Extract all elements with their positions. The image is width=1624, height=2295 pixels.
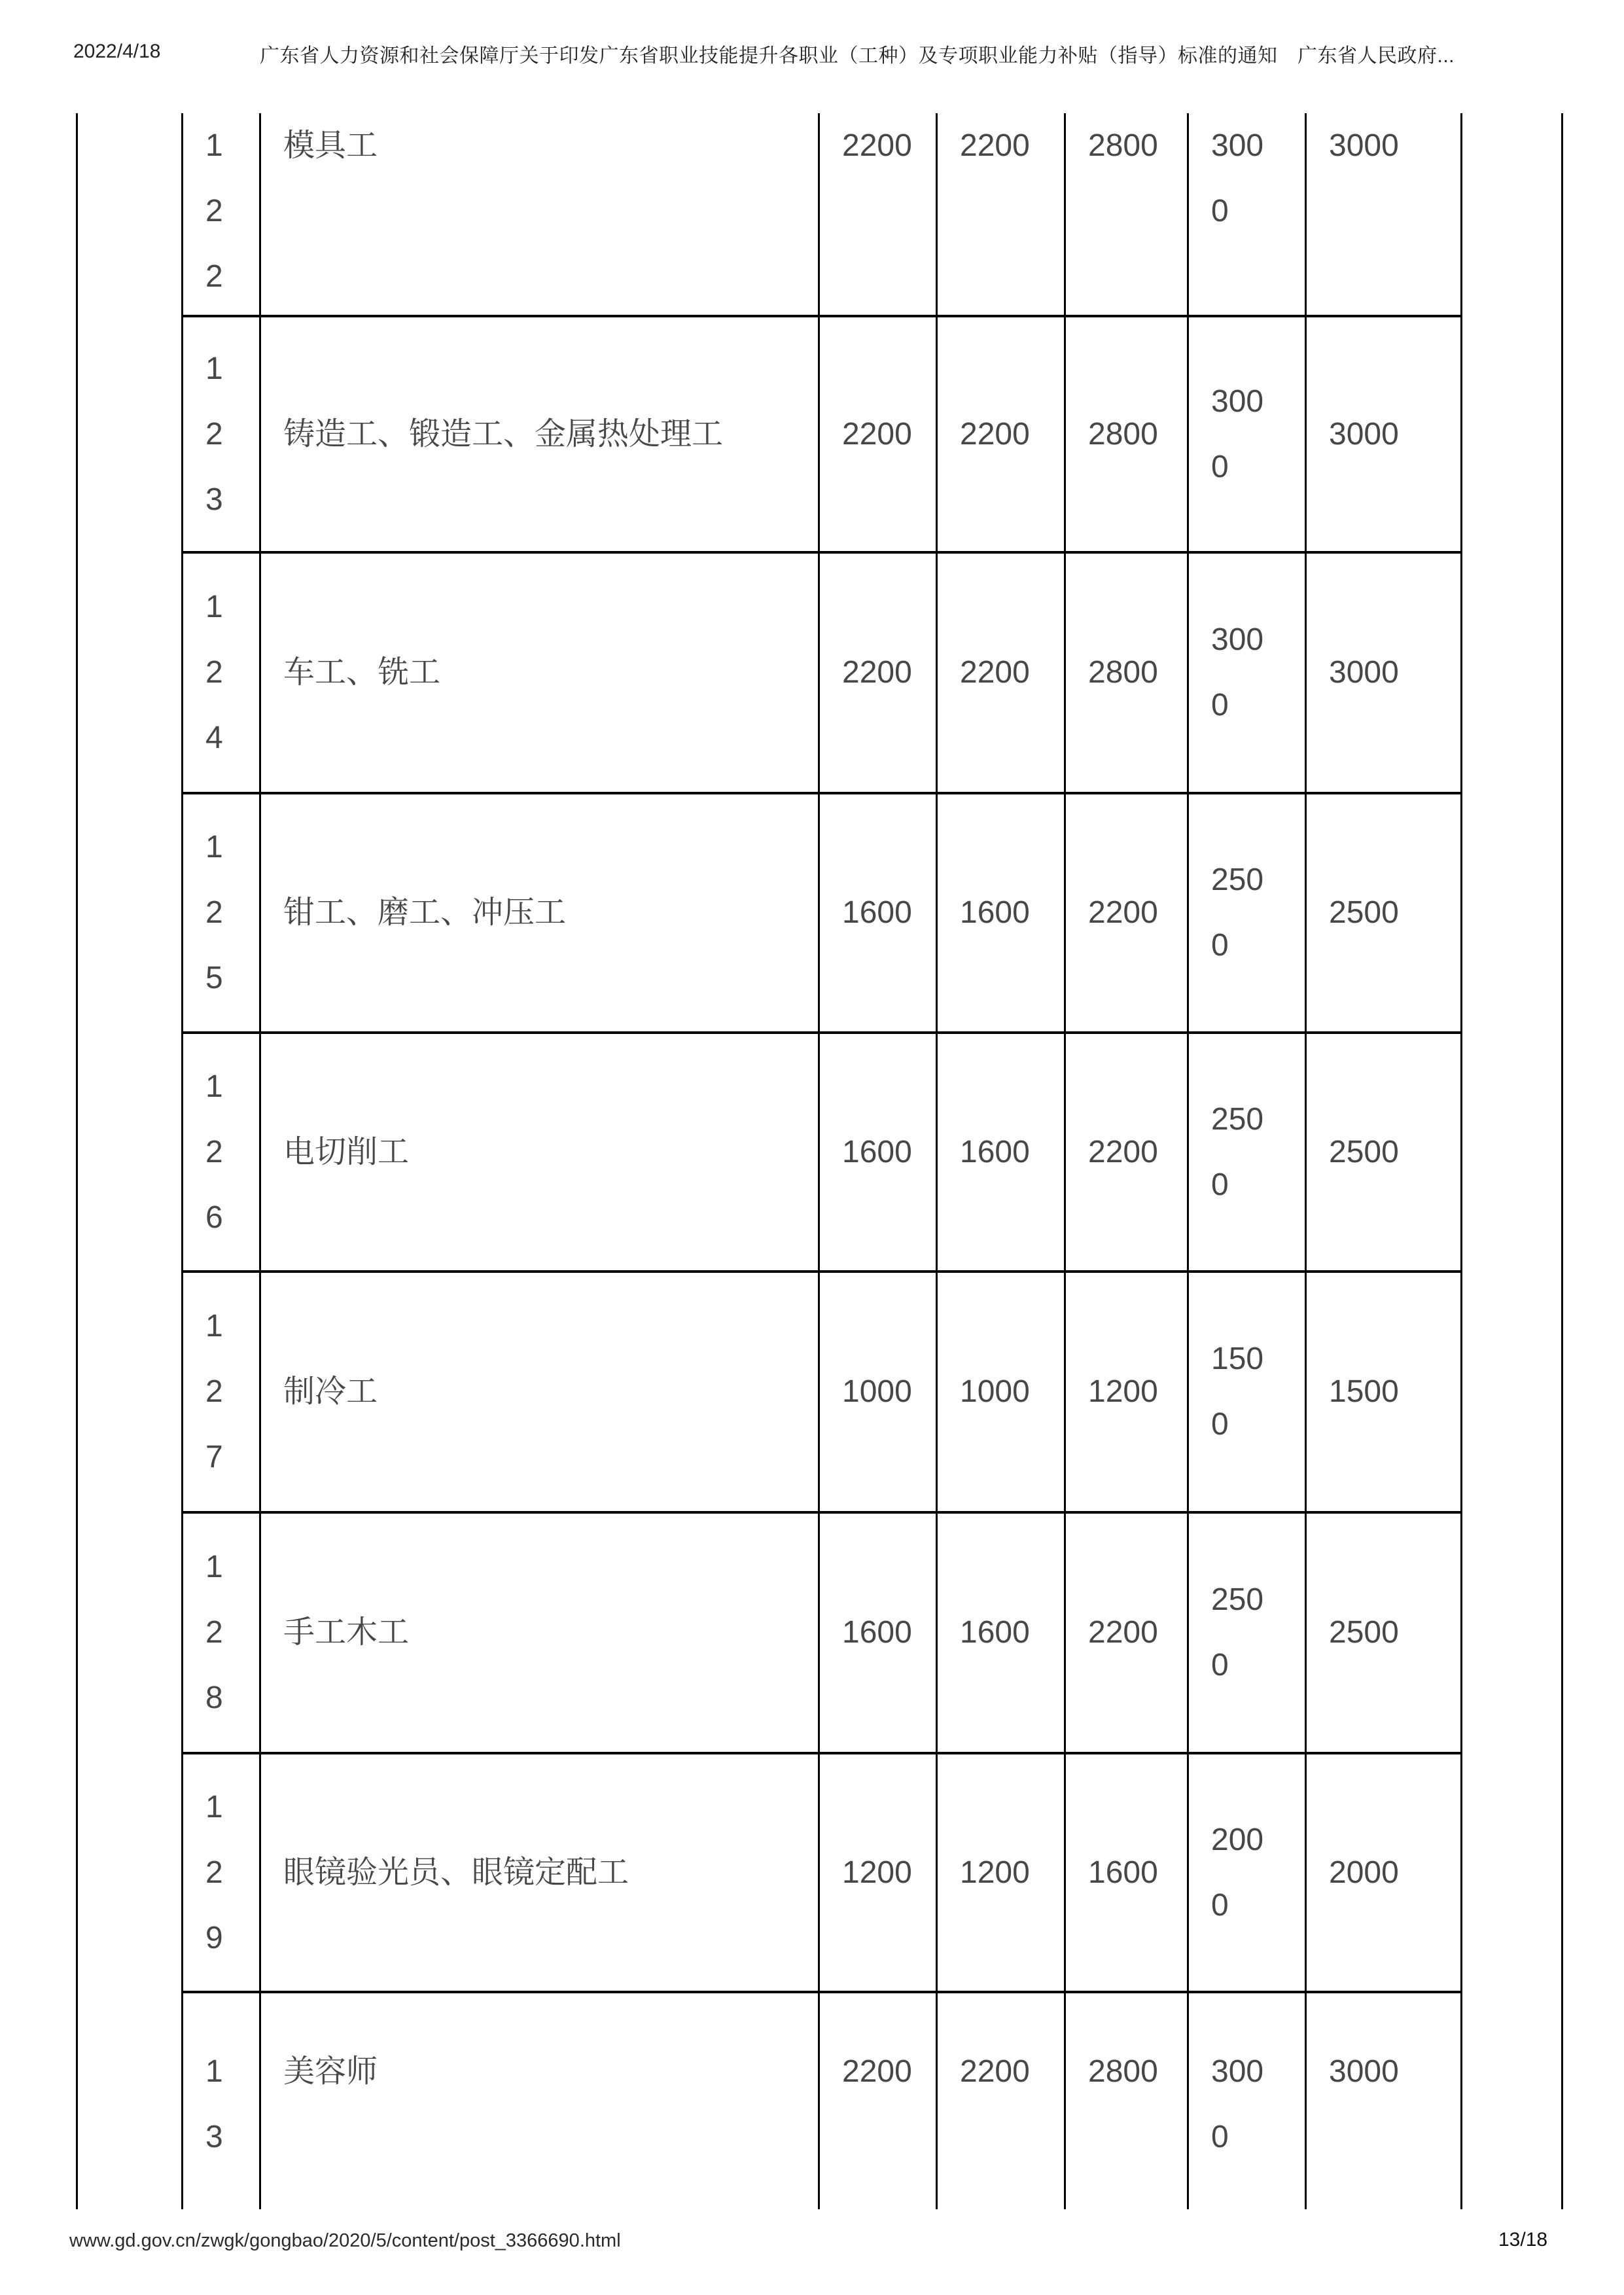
cell-occupation — [261, 1754, 820, 1991]
row-number-text: 125 — [205, 830, 223, 995]
subsidy-1-text: 2200 — [842, 2054, 912, 2089]
subsidy-1-text: 2200 — [842, 655, 912, 690]
subsidy-2-text: 1600 — [960, 1615, 1030, 1650]
subsidy-4-text: 3000 — [1211, 2054, 1264, 2154]
cell-subsidy-5 — [1307, 317, 1462, 551]
occupation-text: 制冷工 — [283, 1374, 378, 1409]
subsidy-5-text: 2500 — [1329, 1615, 1399, 1650]
table-row — [181, 1993, 1462, 2209]
cell-subsidy-3 — [1066, 1034, 1189, 1270]
cell-subsidy-3 — [1066, 317, 1189, 551]
subsidy-4-text: 2500 — [1211, 1101, 1264, 1202]
cell-occupation — [261, 1273, 820, 1511]
page-title: 广东省人力资源和社会保障厅关于印发广东省职业技能提升各职业（工种）及专项职业能力补贴（指导）标准的通知 广东省人民政府... — [260, 45, 1455, 67]
table-row — [181, 794, 1462, 1034]
table-row — [181, 554, 1462, 794]
subsidy-1-text: 1000 — [842, 1374, 912, 1409]
cell-subsidy-1 — [820, 1754, 938, 1991]
row-number-text: 126 — [205, 1069, 223, 1235]
row-number-text: 124 — [205, 590, 223, 755]
cell-subsidy-1 — [820, 1273, 938, 1511]
cell-subsidy-1 — [820, 1514, 938, 1752]
cell-subsidy-1 — [820, 317, 938, 551]
table-row — [181, 1273, 1462, 1514]
cell-subsidy-4 — [1189, 113, 1307, 315]
header-date: 2022/4/18 — [73, 41, 161, 62]
cell-subsidy-5 — [1307, 1993, 1462, 2209]
occupation-text: 铸造工、锻造工、金属热处理工 — [283, 416, 724, 452]
cell-occupation — [261, 317, 820, 551]
row-number-text: 122 — [205, 128, 223, 294]
cell-subsidy-5 — [1307, 1514, 1462, 1752]
cell-subsidy-2 — [938, 317, 1066, 551]
subsidy-1-text: 1600 — [842, 895, 912, 930]
cell-subsidy-5 — [1307, 1034, 1462, 1270]
cell-subsidy-4 — [1189, 1514, 1307, 1752]
subsidy-1-text: 2200 — [842, 416, 912, 452]
subsidy-5-text: 3000 — [1329, 416, 1399, 452]
occupation-text: 美容师 — [283, 2054, 378, 2089]
cell-row-number — [183, 1514, 261, 1752]
table-row — [181, 1514, 1462, 1754]
subsidy-3-text: 1200 — [1088, 1374, 1158, 1409]
occupation-text: 手工木工 — [283, 1615, 410, 1650]
cell-row-number — [183, 1273, 261, 1511]
cell-row-number — [183, 317, 261, 551]
table-row — [181, 317, 1462, 554]
cell-row-number — [183, 1993, 261, 2209]
cell-subsidy-2 — [938, 1993, 1066, 2209]
cell-subsidy-4 — [1189, 1034, 1307, 1270]
subsidy-1-text: 1600 — [842, 1615, 912, 1650]
cell-subsidy-4 — [1189, 794, 1307, 1031]
subsidy-4-text: 2000 — [1211, 1822, 1264, 1923]
cell-row-number — [183, 1034, 261, 1270]
subsidy-5-text: 3000 — [1329, 655, 1399, 690]
cell-subsidy-5 — [1307, 1273, 1462, 1511]
row-number-text: 123 — [205, 351, 223, 517]
occupation-text: 眼镜验光员、眼镜定配工 — [283, 1855, 629, 1890]
subsidy-4-text: 2500 — [1211, 863, 1264, 963]
subsidy-1-text: 1200 — [842, 1855, 912, 1890]
cell-subsidy-4 — [1189, 1993, 1307, 2209]
cell-occupation — [261, 1993, 820, 2209]
footer-url: www.gd.gov.cn/zwgk/gongbao/2020/5/content/post_3366690.html — [69, 2230, 621, 2251]
subsidy-4-text: 3000 — [1211, 383, 1264, 484]
occupation-text: 模具工 — [283, 128, 378, 163]
cell-subsidy-2 — [938, 794, 1066, 1031]
subsidy-3-text: 2800 — [1088, 128, 1158, 163]
cell-subsidy-3 — [1066, 113, 1189, 315]
cell-subsidy-1 — [820, 113, 938, 315]
cell-subsidy-3 — [1066, 1754, 1189, 1991]
page-indicator: 13/18 — [1498, 2229, 1548, 2251]
subsidy-2-text: 2200 — [960, 128, 1030, 163]
cell-occupation — [261, 113, 820, 315]
subsidy-3-text: 2200 — [1088, 1134, 1158, 1169]
subsidy-1-text: 1600 — [842, 1134, 912, 1169]
cell-row-number — [183, 113, 261, 315]
occupation-text: 钳工、磨工、冲压工 — [283, 895, 567, 930]
subsidy-4-text: 3000 — [1211, 622, 1264, 722]
cell-subsidy-4 — [1189, 1754, 1307, 1991]
cell-subsidy-2 — [938, 1754, 1066, 1991]
subsidy-5-text: 2500 — [1329, 1134, 1399, 1169]
cell-subsidy-4 — [1189, 1273, 1307, 1511]
subsidy-3-text: 2800 — [1088, 655, 1158, 690]
cell-subsidy-5 — [1307, 554, 1462, 792]
subsidy-3-text: 1600 — [1088, 1855, 1158, 1890]
subsidy-2-text: 1600 — [960, 895, 1030, 930]
subsidy-2-text: 2200 — [960, 655, 1030, 690]
cell-subsidy-2 — [938, 113, 1066, 315]
subsidy-4-text: 1500 — [1211, 1342, 1264, 1442]
subsidy-2-text: 2200 — [960, 2054, 1030, 2089]
subsidy-2-text: 1200 — [960, 1855, 1030, 1890]
subsidy-1-text: 2200 — [842, 128, 912, 163]
subsidy-5-text: 3000 — [1329, 128, 1399, 163]
subsidy-5-text: 3000 — [1329, 2054, 1399, 2089]
subsidy-2-text: 2200 — [960, 416, 1030, 452]
cell-subsidy-5 — [1307, 794, 1462, 1031]
row-number-text: 129 — [205, 1789, 223, 1955]
subsidy-5-text: 2000 — [1329, 1855, 1399, 1890]
subsidy-3-text: 2200 — [1088, 895, 1158, 930]
cell-occupation — [261, 1034, 820, 1270]
cell-subsidy-4 — [1189, 317, 1307, 551]
cell-occupation — [261, 554, 820, 792]
cell-subsidy-5 — [1307, 113, 1462, 315]
subsidy-2-text: 1000 — [960, 1374, 1030, 1409]
cell-subsidy-3 — [1066, 1993, 1189, 2209]
subsidy-5-text: 2500 — [1329, 895, 1399, 930]
cell-subsidy-3 — [1066, 794, 1189, 1031]
cell-subsidy-2 — [938, 1034, 1066, 1270]
cell-row-number — [183, 554, 261, 792]
table-left-border — [76, 113, 78, 2209]
subsidy-5-text: 1500 — [1329, 1374, 1399, 1409]
occupation-text: 电切削工 — [283, 1134, 410, 1169]
cell-subsidy-2 — [938, 554, 1066, 792]
table-row — [181, 1754, 1462, 1993]
cell-subsidy-1 — [820, 794, 938, 1031]
cell-subsidy-3 — [1066, 1514, 1189, 1752]
row-number-text: 128 — [205, 1550, 223, 1715]
subsidy-3-text: 2200 — [1088, 1615, 1158, 1650]
table-right-border — [1561, 113, 1563, 2209]
row-number-text: 127 — [205, 1309, 223, 1474]
cell-row-number — [183, 794, 261, 1031]
cell-subsidy-1 — [820, 1034, 938, 1270]
subsidy-3-text: 2800 — [1088, 416, 1158, 452]
cell-subsidy-4 — [1189, 554, 1307, 792]
cell-subsidy-2 — [938, 1273, 1066, 1511]
cell-subsidy-1 — [820, 1993, 938, 2209]
subsidy-3-text: 2800 — [1088, 2054, 1158, 2089]
cell-occupation — [261, 794, 820, 1031]
cell-row-number — [183, 1754, 261, 1991]
subsidy-2-text: 1600 — [960, 1134, 1030, 1169]
cell-subsidy-3 — [1066, 1273, 1189, 1511]
cell-subsidy-2 — [938, 1514, 1066, 1752]
subsidy-4-text: 3000 — [1211, 128, 1264, 228]
table-row — [181, 113, 1462, 317]
cell-occupation — [261, 1514, 820, 1752]
subsidy-4-text: 2500 — [1211, 1582, 1264, 1682]
table-row — [181, 1034, 1462, 1273]
cell-subsidy-3 — [1066, 554, 1189, 792]
occupation-text: 车工、铣工 — [283, 655, 441, 690]
cell-subsidy-5 — [1307, 1754, 1462, 1991]
row-number-text: 13 — [205, 2054, 223, 2154]
cell-subsidy-1 — [820, 554, 938, 792]
